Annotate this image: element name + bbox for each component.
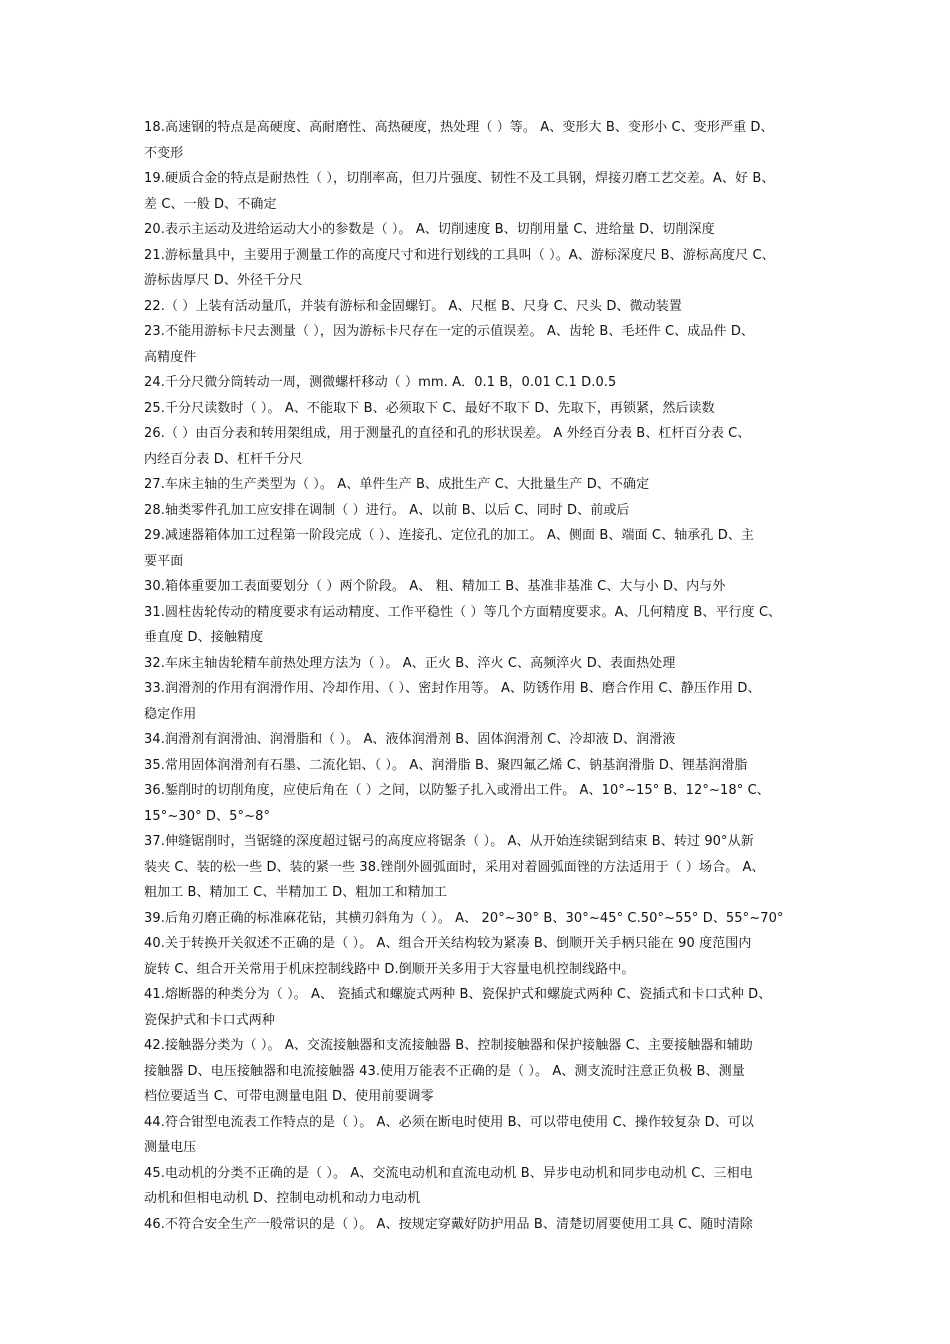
text-line: 20.表示主运动及进给运动大小的参数是（ ）。 A、切削速度 B、切削用量 C、进给量 D、切削深度 — [144, 222, 715, 237]
text-line: 瓷保护式和卡口式两种 — [144, 1012, 276, 1028]
text-line: 31.圆柱齿轮传动的精度要求有运动精度、工作平稳性（ ）等几个方面精度要求。A、几何精度 B、平行度 C、 — [144, 604, 782, 620]
text-line: 24.千分尺微分筒转动一周，测微螺杆移动（ ）mm. A．0.1 B，0.01 C.1 D.0.5 — [144, 375, 617, 390]
text-line: 15°~30° D、5°~8° — [144, 808, 271, 824]
text-line: 21.游标量具中，主要用于测量工作的高度尺寸和进行划线的工具叫（ ）。A、游标深度尺 B、游标高度尺 C、 — [144, 247, 775, 263]
text-line: 高精度件 — [144, 349, 197, 365]
text-line: 不变形 — [144, 145, 184, 161]
text-line: 36.錾削时的切削角度，应使后角在（ ）之间，以防錾子扎入或滑出工件。 A、10°~15° B、12°~18° C、 — [144, 783, 770, 798]
text-line: 29.减速器箱体加工过程第一阶段完成（ ）、连接孔、定位孔的加工。 A、侧面 B、端面 C、轴承孔 D、主 — [144, 528, 755, 543]
text-line: 18.高速钢的特点是高硬度、高耐磨性、高热硬度，热处理（ ）等。 A、变形大 B、变形小 C、变形严重 D、 — [144, 120, 774, 135]
text-line: 23.不能用游标卡尺去测量（ ），因为游标卡尺存在一定的示值误差。 A、齿轮 B、毛坯件 C、成品件 D、 — [144, 324, 755, 339]
text-line: 34.润滑剂有润滑油、润滑脂和（ ）。 A、液体润滑剂 B、固体润滑剂 C、冷却液 D、润滑液 — [144, 732, 676, 747]
text-line: 26.（ ）由百分表和转用架组成，用于测量孔的直径和孔的形状误差。 A 外经百分表 B、杠杆百分表 C、 — [144, 426, 751, 441]
text-line: 内经百分表 D、杠杆千分尺 — [144, 451, 303, 467]
text-line: 游标齿厚尺 D、外径千分尺 — [144, 273, 303, 288]
text-line: 44.符合钳型电流表工作特点的是（ ）。 A、必须在断电时使用 B、可以带电使用 C、操作较复杂 D、可以 — [144, 1114, 755, 1130]
text-line: 25.千分尺读数时（ ）。 A、不能取下 B、必须取下 C、最好不取下 D、先取下，再锁紧，然后读数 — [144, 400, 715, 416]
text-line: 接触器 D、电压接触器和电流接触器 43.使用万能表不正确的是（ ）。 A、测支流时注意正负极 B、测量 — [144, 1063, 745, 1079]
text-line: 46.不符合安全生产一般常识的是（ ）。 A、按规定穿戴好防护用品 B、清楚切屑要使用工具 C、随时清除 — [144, 1216, 753, 1232]
text-line: 装夹 C、装的松一些 D、装的紧一些 38.锉削外圆弧面时，采用对着圆弧面锉的方法适用于（ ）场合。 A、 — [144, 859, 765, 875]
text-line: 稳定作用 — [144, 706, 197, 722]
text-line: 35.常用固体润滑剂有石墨、二流化铝、（ ）。 A、润滑脂 B、聚四氟乙烯 C、钠基润滑脂 D、锂基润滑脂 — [144, 757, 748, 773]
text-line: 垂直度 D、接触精度 — [144, 630, 264, 645]
text-line: 45.电动机的分类不正确的是（ ）。 A、交流电动机和直流电动机 B、异步电动机和同步电动机 C、三相电 — [144, 1165, 753, 1181]
text-line: 粗加工 B、精加工 C、半精加工 D、粗加工和精加工 — [144, 885, 448, 900]
text-line: 27.车床主轴的生产类型为（ ）。 A、单件生产 B、成批生产 C、大批量生产 D、不确定 — [144, 477, 650, 492]
text-line: 30.箱体重要加工表面要划分（ ）两个阶段。 A、 粗、精加工 B、基准非基准 C、大与小 D、内与外 — [144, 579, 726, 594]
text-line: 档位要适当 C、可带电测量电阻 D、使用前要调零 — [144, 1089, 434, 1104]
text-line: 28.轴类零件孔加工应安排在调制（ ）进行。 A、以前 B、以后 C、同时 D、前或后 — [144, 502, 630, 518]
text-line: 要平面 — [144, 553, 184, 569]
text-line: 39.后角刃磨正确的标准麻花钻，其横刃斜角为（ ）。 A、 20°~30° B、30°~45° C.50°~55° D、55°~70° — [144, 910, 784, 926]
text-line: 41.熔断器的种类分为（ ）。 A、 瓷插式和螺旋式两种 B、瓷保护式和螺旋式两种 C、瓷插式和卡口式种 D、 — [144, 987, 772, 1002]
text-line: 42.接触器分类为（ ）。 A、交流接触器和支流接触器 B、控制接触器和保护接触器 C、主要接触器和辅助 — [144, 1038, 753, 1053]
text-line: 差 C、一般 D、不确定 — [144, 196, 277, 212]
text-line: 19.硬质合金的特点是耐热性（ ），切削率高，但刀片强度、韧性不及工具钢，焊接刃磨工艺交差。A、好 B、 — [144, 171, 775, 186]
text-line: 40.关于转换开关叙述不正确的是（ ）。 A、组合开关结构较为紧凑 B、倒顺开关手柄只能在 90 度范围内 — [144, 936, 752, 951]
text-line: 37.伸缝锯削时，当锯缝的深度超过锯弓的高度应将锯条（ ）。 A、从开始连续锯到结束 B、转过 90°从新 — [144, 834, 754, 849]
text-line: 测量电压 — [144, 1140, 197, 1155]
question-list — [144, 115, 810, 1237]
text-line: 22.（ ）上装有活动量爪，并装有游标和金固螺钉。 A、尺框 B、尺身 C、尺头 D、微动装置 — [144, 298, 682, 314]
text-line: 32.车床主轴齿轮精车前热处理方法为（ ）。 A、正火 B、淬火 C、高频淬火 D、表面热处理 — [144, 655, 676, 671]
text-line: 旋转 C、组合开关常用于机床控制线路中 D.倒顺开关多用于大容量电机控制线路中。 — [144, 961, 635, 977]
text-line: 33.润滑剂的作用有润滑作用、冷却作用、（ ）、密封作用等。 A、防锈作用 B、磨合作用 C、静压作用 D、 — [144, 681, 761, 696]
text-line: 动机和但相电动机 D、控制电动机和动力电动机 — [144, 1191, 421, 1206]
